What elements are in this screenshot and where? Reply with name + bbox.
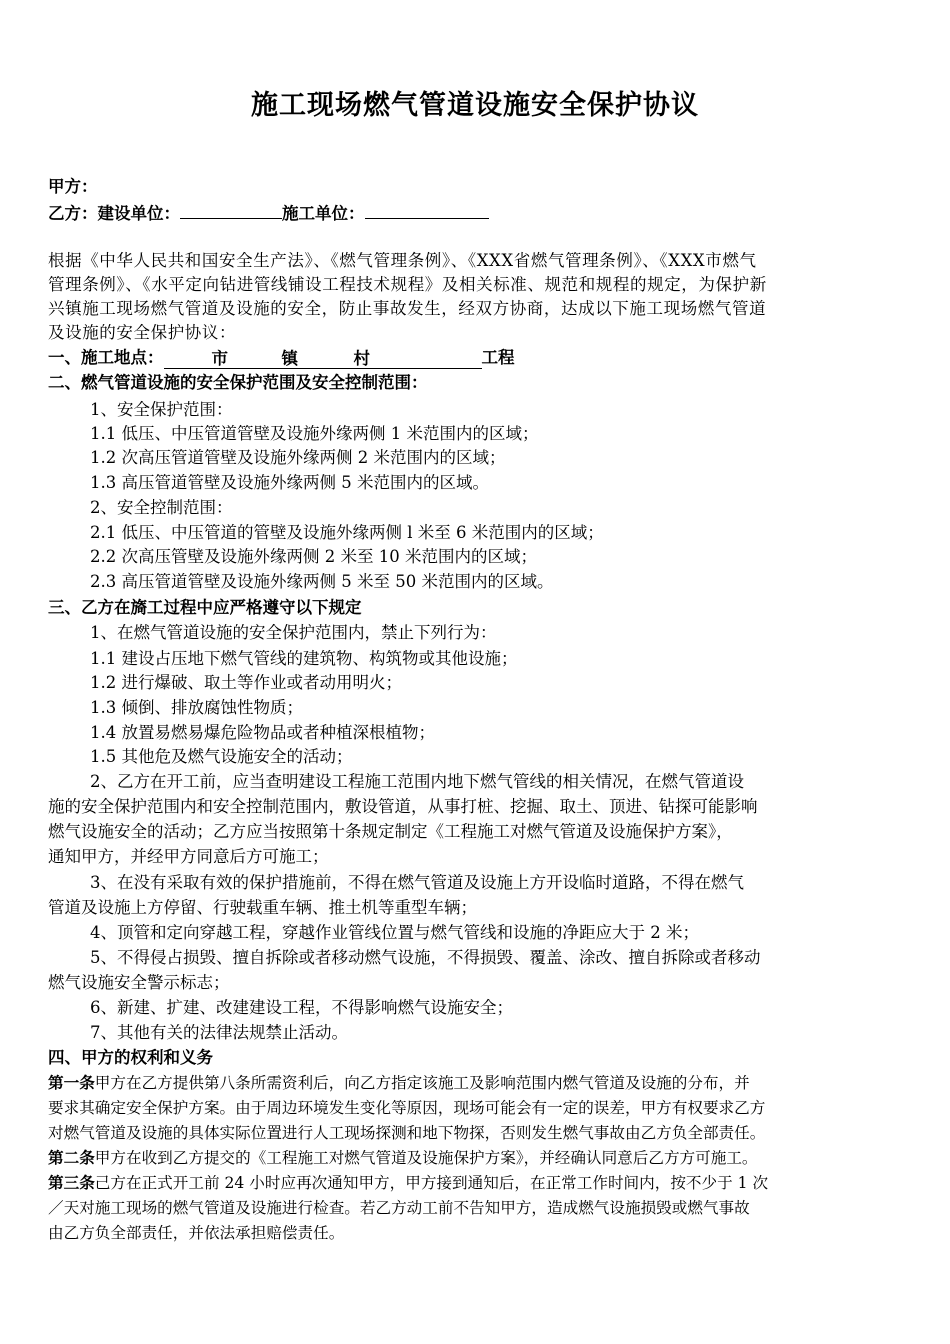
section-3-para-3: 管道及设施上方停留、行驶载重车辆、推土机等重型车辆； xyxy=(48,898,477,917)
article-1-line xyxy=(48,1072,750,1094)
party-a-label: 甲方： xyxy=(48,177,98,196)
site-project-suffix: 工程 xyxy=(481,348,515,367)
section-3-item: 1.5 其他危及燃气设施安全的活动； xyxy=(90,747,353,766)
article-2-line xyxy=(48,1147,758,1169)
section-3-item: 1.2 进行爆破、取土等作业或者动用明火； xyxy=(90,673,402,692)
section-2-item: 2.2 次高压管壁及设施外缘两侧 2 米至 10 米范围内的区域； xyxy=(90,547,537,566)
section-2-item: 1.3 高压管道管壁及设施外缘两侧 5 米范围内的区域。 xyxy=(90,473,489,492)
article-1-text: 甲方在乙方提供第八条所需资利后，向乙方指定该施工及影响范围内燃气管道及设施的分布，并 xyxy=(94,1074,750,1092)
section-2-heading: 二、燃气管道设施的安全保护范围及安全控制范围： xyxy=(48,373,428,392)
section-1-line xyxy=(48,347,515,369)
site-village: 村 xyxy=(353,349,370,368)
section-3-item: 1.1 建设占压地下燃气管线的建筑物、构筑物或其他设施； xyxy=(90,649,518,668)
section-3-heading: 三、乙方在旖工过程中应严格遵守以下规定 xyxy=(48,598,362,617)
party-b-line xyxy=(48,200,489,225)
article-1-label: 第一条 xyxy=(48,1074,95,1092)
article-1-line: 要求其确定安全保护方案。由于周边环境发生变化等原因，现场可能会有一定的误差，甲方有权要求乙方 xyxy=(48,1099,766,1117)
section-3-item: 1.3 倾倒、排放腐蚀性物质； xyxy=(90,698,303,717)
section-3-para-2: 通知甲方，并经甲方同意后方可施工； xyxy=(48,847,329,866)
section-3-para-4: 4、顶管和定向穿越工程，穿越作业管线位置与燃气管线和设施的净距应大于 2 米； xyxy=(90,923,699,942)
section-3-para-2: 2、乙方在开工前，应当查明建设工程施工范围内地下燃气管线的相关情况，在燃气管道设 xyxy=(90,772,744,791)
section-3-para-6: 6、新建、扩建、改建建设工程，不得影响燃气设施安全； xyxy=(90,998,513,1017)
section-3-item: 1、在燃气管道设施的安全保护范围内，禁止下列行为： xyxy=(90,623,497,642)
article-2-label: 第二条 xyxy=(48,1149,95,1167)
section-3-item: 1.4 放置易燃易爆危险物品或者种植深根植物； xyxy=(90,723,435,742)
section-2-item: 2.3 高压管道管壁及设施外缘两侧 5 米至 50 米范围内的区域。 xyxy=(90,572,554,591)
article-3-line xyxy=(48,1172,768,1194)
preamble-line: 及设施的安全保护协议： xyxy=(48,323,237,342)
section-2-item: 2.1 低压、中压管道的管壁及设施外缘两侧 l 米至 6 米范围内的区域； xyxy=(90,523,604,542)
section-2-item: 2、安全控制范围： xyxy=(90,498,233,517)
section-2-item: 1、安全保护范围： xyxy=(90,400,233,419)
preamble-line: 根据《中华人民共和国安全生产法》、《燃气管理条例》、《XXX省燃气管理条例》、《XXX市燃气 xyxy=(48,251,757,270)
party-b-label: 乙方：建设单位： xyxy=(48,204,180,223)
article-3-text: 己方在正式开工前 24 小时应再次通知甲方，甲方接到通知后，在正常工作时间内，按不少于 1 次 xyxy=(94,1174,769,1192)
section-2-item: 1.2 次高压管道管壁及设施外缘两侧 2 米范围内的区域； xyxy=(90,448,506,467)
section-1-label: 一、施工地点： xyxy=(48,348,164,367)
section-3-para-2: 燃气设施安全的活动；乙方应当按照第十条规定制定《工程施工对燃气管道及设施保护方案》， xyxy=(48,822,733,841)
article-3-label: 第三条 xyxy=(48,1174,95,1192)
article-3-line: ／天对施工现场的燃气管道及设施进行检查。若乙方动工前不告知甲方，造成燃气设施损毁或燃气事故 xyxy=(48,1199,750,1217)
preamble-line: 兴镇施工现场燃气管道及设施的安全，防止事故发生，经双方协商，达成以下施工现场燃气管道 xyxy=(48,299,767,318)
site-town: 镇 xyxy=(281,349,298,368)
article-2-text: 甲方在收到乙方提交的《工程施工对燃气管道及设施保护方案》，并经确认同意后乙方方可施工。 xyxy=(94,1149,758,1167)
section-4-heading: 四、甲方的权利和义务 xyxy=(48,1048,213,1067)
article-3-line: 由乙方负全部责任，并依法承担赔偿责任。 xyxy=(48,1224,345,1242)
section-3-para-5: 5、不得侵占损毁、擅自拆除或者移动燃气设施，不得损毁、覆盖、涂改、擅自拆除或者移动 xyxy=(90,948,761,967)
article-1-line: 对燃气管道及设施的具体实际位置进行人工现场探测和地下物探，否则发生燃气事故由乙方负全部责任。 xyxy=(48,1124,766,1142)
contractor-label: 施工单位： xyxy=(282,204,365,223)
section-2-item: 1.1 低压、中压管道管壁及设施外缘两侧 1 米范围内的区域； xyxy=(90,424,539,443)
construction-unit-blank[interactable] xyxy=(180,200,282,219)
preamble-line: 管理条例》、《水平定向钻进管线铺设工程技术规程》及相关标准、规范和规程的规定，为保护新 xyxy=(48,275,767,294)
section-3-para-5: 燃气设施安全警示标志； xyxy=(48,973,230,992)
document-title: 施工现场燃气管道设施安全保护协议 xyxy=(251,90,699,121)
contractor-blank[interactable] xyxy=(365,200,489,219)
section-3-para-7: 7、其他有关的法律法规禁止活动。 xyxy=(90,1023,348,1042)
section-3-para-2: 施的安全保护范围内和安全控制范围内，敷设管道，从事打桩、挖掘、取土、顶进、钻探可能影响 xyxy=(48,797,758,816)
site-address-blank[interactable] xyxy=(164,348,482,369)
site-city: 市 xyxy=(211,349,228,368)
section-3-para-3: 3、在没有采取有效的保护措施前，不得在燃气管道及设施上方开设临时道路，不得在燃气 xyxy=(90,873,744,892)
